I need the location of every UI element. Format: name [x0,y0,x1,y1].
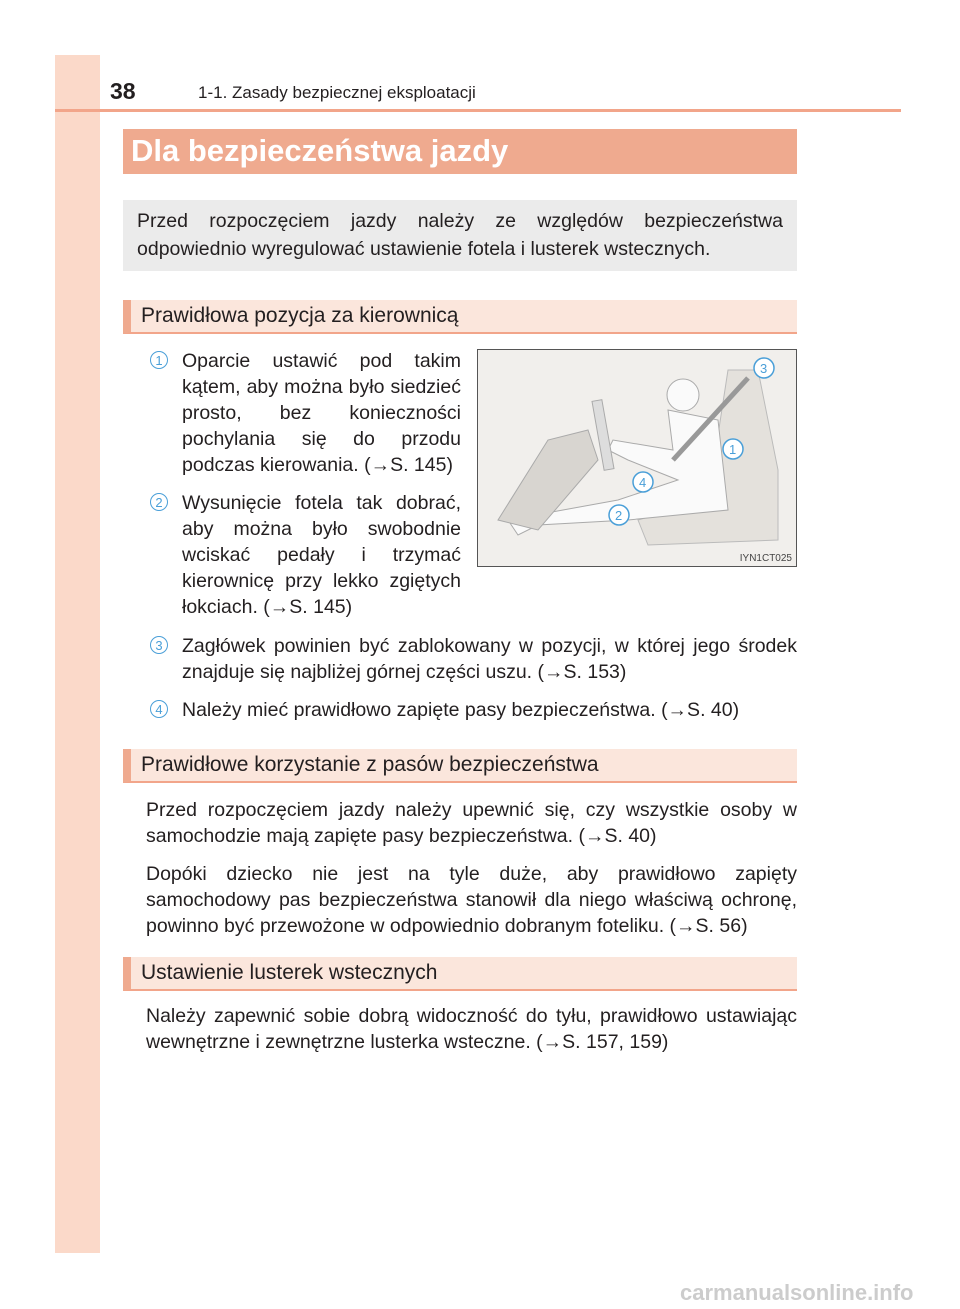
svg-text:2: 2 [615,508,623,523]
number-4-icon: 4 [150,700,168,718]
chapter-title: 1-1. Zasady bezpiecznej eksploatacji [198,83,476,102]
intro-box: Przed rozpoczęciem jazdy należy ze względów bezpieczeństwa odpowiednio wyregulować ustawienie fotela i lusterek wstecznych. [123,200,797,271]
driving-position-illustration [477,349,797,567]
figure-code: IYN1CT025 [739,553,792,564]
paragraph: Należy zapewnić sobie dobrą widoczność do tyłu, prawidłowo ustawiając wewnętrzne i zewnętrzne lusterka wsteczne. (→S. 157, 159) [146,1005,797,1053]
list-item [150,490,461,620]
item-text: Należy mieć prawidłowo zapięte pasy bezpieczeństwa. (→S. 40) [182,699,740,721]
page-title: Dla bezpieczeństwa jazdy [123,129,797,174]
number-1-icon: 1 [150,351,168,369]
list-item [150,697,797,723]
number-3-icon: 3 [150,636,168,654]
page-number: 38 [110,78,136,104]
list-item [150,348,461,478]
number-2-icon: 2 [150,493,168,511]
watermark: carmanualsonline.info [680,1280,914,1305]
driver-seat-drawing [478,350,796,566]
item-text: Zagłówek powinien być zablokowany w pozycji, w której jego środek znajduje się najbliżej górnej części uszu. (→S. 153) [182,635,797,683]
svg-text:4: 4 [639,475,647,490]
side-strip [55,55,100,1253]
header-rule [55,109,901,112]
section-heading-mirrors: Ustawienie lusterek wstecznych [123,957,797,991]
list-item [150,633,797,685]
section-heading-seatbelts: Prawidłowe korzystanie z pasów bezpieczeństwa [123,749,797,783]
svg-text:3: 3 [760,361,768,376]
section-heading-driving-position: Prawidłowa pozycja za kierownicą [123,300,797,334]
item-text: Wysunięcie fotela tak dobrać, aby można było swobodnie wciskać pedały i trzymać kierownicę przy lekko zgiętych łokciach. (→S. 145) [182,492,461,618]
paragraph: Przed rozpoczęciem jazdy należy upewnić się, czy wszystkie osoby w samochodzie mają zapięte pasy bezpieczeństwa. (→S. 40) [146,799,797,847]
item-text: Oparcie ustawić pod takim kątem, aby można było siedzieć prosto, bez konieczności pochylania się do przodu podczas kierowania. (→S. 145) [182,350,461,476]
paragraph: Dopóki dziecko nie jest na tyle duże, aby prawidłowo zapięty samochodowy pas bezpieczeństwa stanowił dla niego właściwą ochronę, powinno być przewożone w odpowiednio dobranym foteliku. (→S. 56) [146,863,797,937]
svg-text:1: 1 [729,442,737,457]
